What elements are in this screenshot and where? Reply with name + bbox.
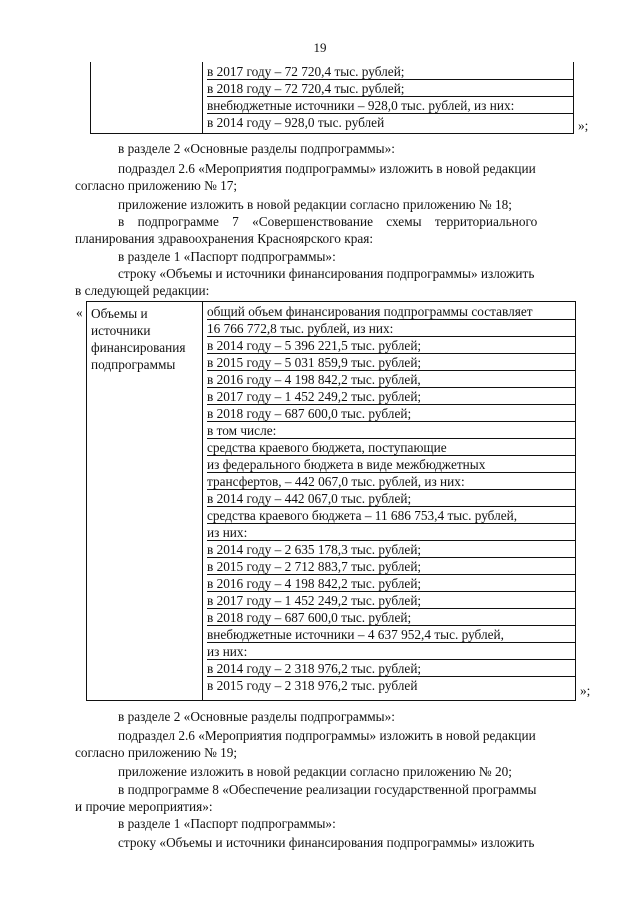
paragraph: подраздел 2.6 «Мероприятия подпрограммы» изложить в новой редакции bbox=[118, 161, 536, 176]
table-row: в 2016 году – 4 198 842,2 тыс. рублей; bbox=[207, 575, 575, 592]
paragraph: приложение изложить в новой редакции согласно приложению № 18; bbox=[118, 197, 512, 212]
closing-quote: »; bbox=[580, 683, 591, 698]
label-line: финансирования bbox=[91, 340, 186, 355]
table-row: средства краевого бюджета, поступающие bbox=[207, 439, 575, 456]
paragraph: в разделе 1 «Паспорт подпрограммы»: bbox=[118, 249, 336, 264]
table-row: в 2018 году – 687 600,0 тыс. рублей; bbox=[207, 609, 575, 626]
table-value-cell bbox=[203, 302, 575, 700]
table-row: в 2014 году – 5 396 221,5 тыс. рублей; bbox=[207, 337, 575, 354]
table-row: в 2015 году – 2 712 883,7 тыс. рублей; bbox=[207, 558, 575, 575]
label-line: источники bbox=[91, 323, 151, 338]
closing-quote: »; bbox=[578, 118, 589, 133]
table-row: в 2014 году – 442 067,0 тыс. рублей; bbox=[207, 490, 575, 507]
table-row: в 2016 году – 4 198 842,2 тыс. рублей, bbox=[207, 371, 575, 388]
paragraph: согласно приложению № 19; bbox=[75, 745, 238, 760]
table-row: в 2018 году – 687 600,0 тыс. рублей; bbox=[207, 405, 575, 422]
table-row: в том числе: bbox=[207, 422, 575, 439]
financing-table bbox=[86, 301, 576, 701]
table-row: трансфертов, – 442 067,0 тыс. рублей, из них: bbox=[207, 473, 575, 490]
table-row: в 2017 году – 72 720,4 тыс. рублей; bbox=[207, 63, 573, 80]
table-row: в 2014 году – 2 318 976,2 тыс. рублей; bbox=[207, 660, 575, 677]
paragraph: согласно приложению № 17; bbox=[75, 178, 238, 193]
table-row: 16 766 772,8 тыс. рублей, из них: bbox=[207, 320, 575, 337]
opening-quote: « bbox=[76, 305, 83, 320]
table-left-cell bbox=[91, 62, 203, 133]
paragraph: строку «Объемы и источники финансирования подпрограммы» изложить bbox=[118, 835, 535, 850]
table-row: в 2015 году – 2 318 976,2 тыс. рублей bbox=[207, 678, 418, 693]
table-row: в 2017 году – 1 452 249,2 тыс. рублей; bbox=[207, 388, 575, 405]
table-row: из них: bbox=[207, 524, 575, 541]
table-row: средства краевого бюджета – 11 686 753,4 тыс. рублей, bbox=[207, 507, 575, 524]
paragraph: и прочие мероприятия»: bbox=[75, 799, 213, 814]
paragraph: строку «Объемы и источники финансирования подпрограммы» изложить bbox=[118, 266, 535, 281]
table-row: в 2017 году – 1 452 249,2 тыс. рублей; bbox=[207, 592, 575, 609]
table-row: из них: bbox=[207, 643, 575, 660]
paragraph: в подпрограмме 8 «Обеспечение реализации государственной программы bbox=[118, 782, 537, 797]
financing-table-continuation bbox=[90, 62, 574, 134]
page-number: 19 bbox=[313, 40, 327, 55]
table-row: в 2014 году – 928,0 тыс. рублей bbox=[207, 115, 385, 130]
paragraph: в разделе 2 «Основные разделы подпрограммы»: bbox=[118, 709, 395, 724]
paragraph: подраздел 2.6 «Мероприятия подпрограммы» изложить в новой редакции bbox=[118, 728, 536, 743]
table-label-cell bbox=[87, 302, 203, 700]
paragraph: приложение изложить в новой редакции согласно приложению № 20; bbox=[118, 764, 512, 779]
paragraph: в разделе 1 «Паспорт подпрограммы»: bbox=[118, 816, 336, 831]
table-row: в 2018 году – 72 720,4 тыс. рублей; bbox=[207, 80, 573, 97]
paragraph: в подпрограмме 7 «Совершенствование схемы территориального bbox=[118, 214, 538, 229]
paragraph: в разделе 2 «Основные разделы подпрограммы»: bbox=[118, 141, 395, 156]
table-row: внебюджетные источники – 4 637 952,4 тыс. рублей, bbox=[207, 626, 575, 643]
paragraph: планирования здравоохранения Красноярского края: bbox=[75, 231, 374, 246]
table-row: общий объем финансирования подпрограммы составляет bbox=[207, 303, 575, 320]
label-line: подпрограммы bbox=[91, 357, 176, 372]
label-line: Объемы и bbox=[91, 306, 148, 321]
paragraph: в следующей редакции: bbox=[75, 283, 210, 298]
table-row: в 2015 году – 5 031 859,9 тыс. рублей; bbox=[207, 354, 575, 371]
table-right-cell bbox=[203, 62, 573, 133]
table-row: внебюджетные источники – 928,0 тыс. рублей, из них: bbox=[207, 97, 573, 114]
table-row: из федерального бюджета в виде межбюджетных bbox=[207, 456, 575, 473]
table-row: в 2014 году – 2 635 178,3 тыс. рублей; bbox=[207, 541, 575, 558]
